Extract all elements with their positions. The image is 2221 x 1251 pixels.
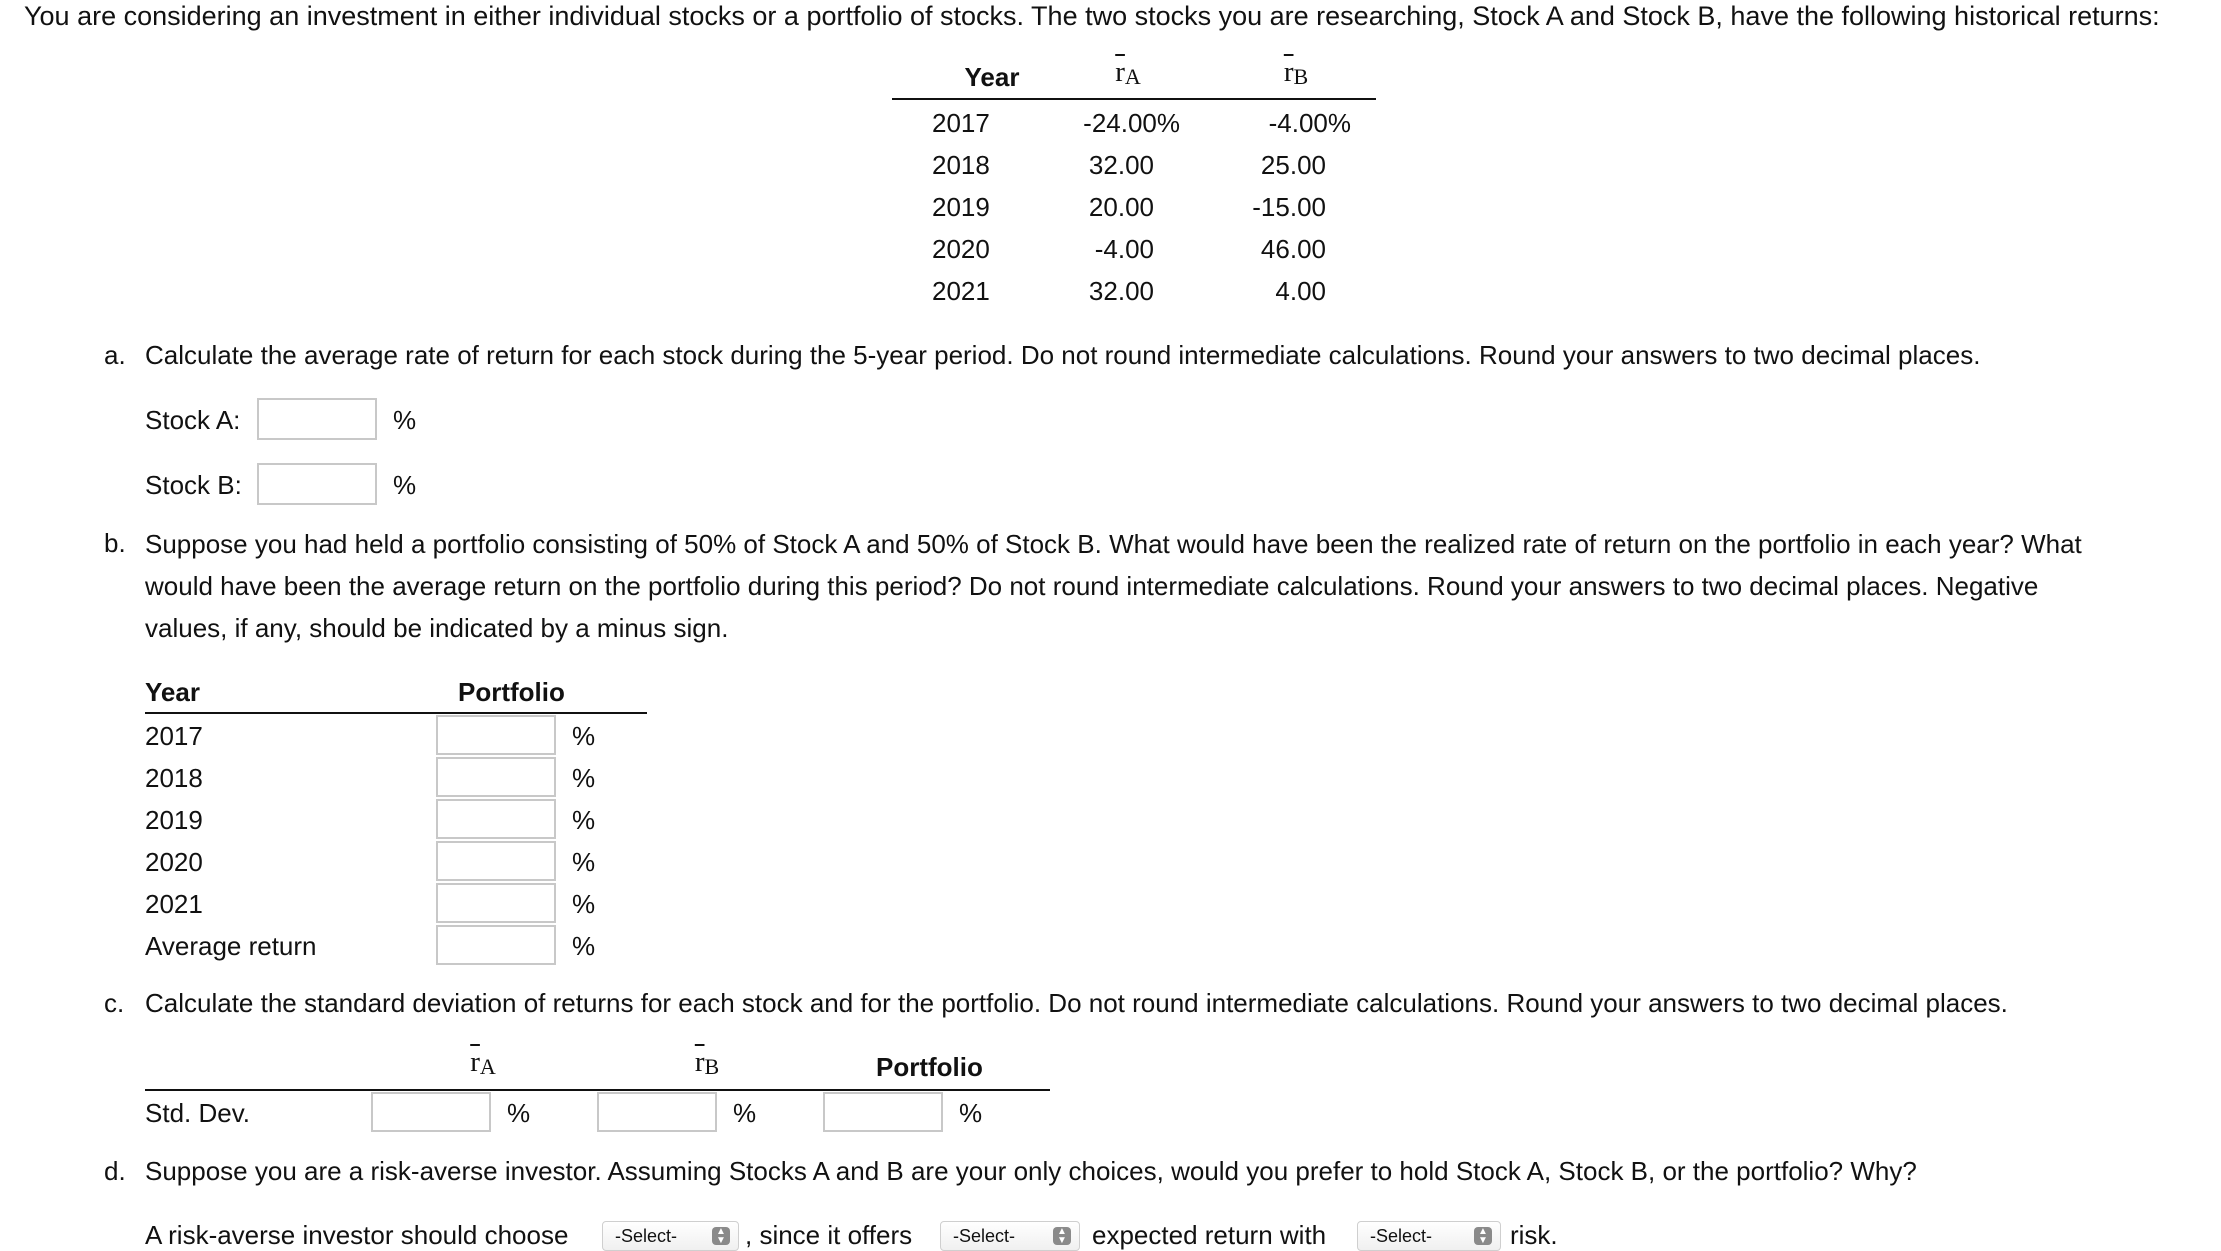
part-b-letter: b. bbox=[104, 528, 126, 558]
portfolio-row-label: 2019 bbox=[145, 805, 203, 835]
returns-row-a: 32.00 bbox=[1088, 276, 1154, 306]
expected-return-select-value: -Select- bbox=[953, 1226, 1016, 1246]
portfolio-2018-input[interactable] bbox=[436, 757, 556, 797]
std-unit: % bbox=[959, 1098, 983, 1128]
stock-a-average-input[interactable] bbox=[257, 398, 377, 440]
std-dev-a-input[interactable] bbox=[371, 1092, 491, 1132]
portfolio-row-unit: % bbox=[572, 889, 596, 919]
part-a-letter: a. bbox=[104, 340, 126, 370]
returns-row-a: -4.00 bbox=[1094, 234, 1154, 264]
stock-b-average-input[interactable] bbox=[257, 463, 377, 505]
returns-row-year: 2021 bbox=[932, 276, 990, 306]
std-dev-b-input[interactable] bbox=[597, 1092, 717, 1132]
chevron-up-down-icon: ▲ ▼ bbox=[1053, 1227, 1071, 1245]
portfolio-row-label: 2020 bbox=[145, 847, 203, 877]
portfolio-2017-input[interactable] bbox=[436, 715, 556, 755]
choice-select[interactable] bbox=[602, 1221, 739, 1251]
portfolio-col-portfolio: Portfolio bbox=[458, 677, 565, 707]
returns-row-a: 32.00 bbox=[1088, 150, 1154, 180]
returns-row-a: 20.00 bbox=[1088, 192, 1154, 222]
returns-row-a: -24.00% bbox=[1083, 108, 1180, 138]
returns-row-b: 4.00 bbox=[1275, 276, 1326, 306]
portfolio-average-input[interactable] bbox=[436, 925, 556, 965]
portfolio-row-label: 2021 bbox=[145, 889, 203, 919]
portfolio-2019-input[interactable] bbox=[436, 799, 556, 839]
returns-header-rule bbox=[892, 98, 1376, 100]
part-c-question: Calculate the standard deviation of returns for each stock and for the portfolio. Do not round intermediate calculations. Round your answers to two decimal places. bbox=[145, 988, 2008, 1018]
returns-row-b: -15.00 bbox=[1252, 192, 1326, 222]
returns-row-b: 46.00 bbox=[1260, 234, 1326, 264]
stock-a-unit: % bbox=[393, 405, 417, 435]
risk-select[interactable] bbox=[1357, 1221, 1501, 1251]
portfolio-row-unit: % bbox=[572, 763, 596, 793]
expected-return-select[interactable] bbox=[940, 1221, 1080, 1251]
portfolio-header-rule bbox=[145, 712, 647, 714]
part-b-question-line: Suppose you had held a portfolio consisting of 50% of Stock A and 50% of Stock B. What would have been the realized rate of return on the portfolio in each year? What bbox=[145, 529, 2082, 559]
portfolio-2021-input[interactable] bbox=[436, 883, 556, 923]
intro-text: You are considering an investment in either individual stocks or a portfolio of stocks. The two stocks you are researching, Stock A and Stock B, have the following historical returns: bbox=[24, 1, 2160, 31]
std-dev-portfolio-input[interactable] bbox=[823, 1092, 943, 1132]
returns-row-b: -4.00% bbox=[1268, 108, 1351, 138]
stock-b-label: Stock B: bbox=[145, 470, 242, 500]
std-header-rule bbox=[145, 1089, 1050, 1091]
portfolio-row-label: 2017 bbox=[145, 721, 203, 751]
std-row-label: Std. Dev. bbox=[145, 1098, 251, 1128]
part-c-letter: c. bbox=[104, 988, 125, 1018]
part-b-question-line: values, if any, should be indicated by a minus sign. bbox=[145, 613, 729, 643]
part-d-text-risk: risk. bbox=[1510, 1220, 1558, 1250]
part-a-question: Calculate the average rate of return for each stock during the 5-year period. Do not round intermediate calculations. Round your answers to two decimal places. bbox=[145, 340, 1981, 370]
chevron-up-down-icon: ▲ ▼ bbox=[1474, 1227, 1492, 1245]
portfolio-col-year: Year bbox=[145, 677, 200, 707]
portfolio-row-unit: % bbox=[572, 847, 596, 877]
returns-row-year: 2020 bbox=[932, 234, 990, 264]
std-col-a: $\overline{r}_A$ bbox=[470, 1046, 496, 1079]
stock-b-unit: % bbox=[393, 470, 417, 500]
part-d-text-offers: , since it offers bbox=[745, 1220, 913, 1250]
chevron-up-down-icon: ▲ ▼ bbox=[712, 1227, 730, 1245]
part-d-question: Suppose you are a risk-averse investor. Assuming Stocks A and B are your only choices, would you prefer to hold Stock A, Stock B, or the portfolio? Why? bbox=[145, 1156, 1917, 1186]
returns-col-a: $\overline{r}_A$ bbox=[1115, 56, 1141, 89]
part-d-text-expected: expected return with bbox=[1092, 1220, 1327, 1250]
std-unit: % bbox=[507, 1098, 531, 1128]
returns-row-year: 2017 bbox=[932, 108, 990, 138]
returns-col-b: $\overline{r}_B$ bbox=[1283, 56, 1309, 89]
returns-row-year: 2019 bbox=[932, 192, 990, 222]
portfolio-row-unit: % bbox=[572, 721, 596, 751]
portfolio-row-unit: % bbox=[572, 805, 596, 835]
portfolio-row-label: 2018 bbox=[145, 763, 203, 793]
std-col-portfolio: Portfolio bbox=[876, 1052, 983, 1082]
part-d-letter: d. bbox=[104, 1156, 126, 1186]
stock-a-label: Stock A: bbox=[145, 405, 241, 435]
part-b-question-line: would have been the average return on the portfolio during this period? Do not round intermediate calculations. Round your answers to two decimal places. Negative bbox=[145, 571, 2039, 601]
risk-select-value: -Select- bbox=[1370, 1226, 1433, 1246]
returns-row-b: 25.00 bbox=[1260, 150, 1326, 180]
std-unit: % bbox=[733, 1098, 757, 1128]
portfolio-row-label: Average return bbox=[145, 931, 317, 961]
portfolio-2020-input[interactable] bbox=[436, 841, 556, 881]
returns-col-year: Year bbox=[964, 62, 1020, 92]
part-d-text-choose: A risk-averse investor should choose bbox=[145, 1220, 569, 1250]
portfolio-row-unit: % bbox=[572, 931, 596, 961]
choice-select-value: -Select- bbox=[615, 1226, 678, 1246]
returns-row-year: 2018 bbox=[932, 150, 990, 180]
std-col-b: $\overline{r}_B$ bbox=[694, 1046, 720, 1079]
